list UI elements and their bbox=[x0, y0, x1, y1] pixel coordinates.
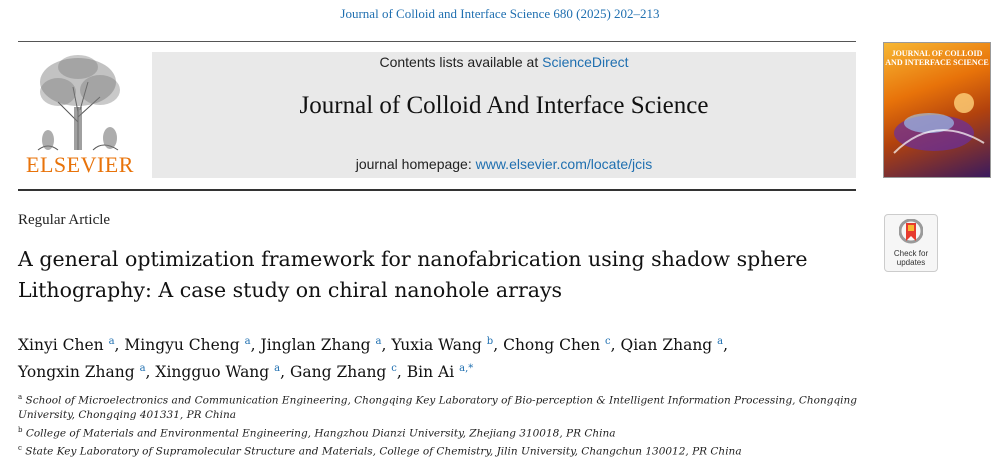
author-affiliation-sup[interactable]: c bbox=[605, 336, 611, 347]
author-separator: , bbox=[280, 363, 286, 382]
elsevier-wordmark: ELSEVIER bbox=[26, 152, 134, 177]
author-list bbox=[18, 330, 878, 384]
title-line-2: Lithography: A case study on chiral nanohole arrays bbox=[18, 278, 563, 302]
author-separator: , bbox=[114, 336, 120, 355]
author[interactable] bbox=[18, 336, 119, 354]
author-affiliation-sup[interactable]: c bbox=[391, 363, 397, 375]
affiliation-label: b bbox=[18, 425, 23, 434]
affiliation-text: School of Microelectronics and Communication Engineering, Chongqing Key Laboratory of Bio-perception & Intelligent Information Processing, Chongqing University, Chongqing 401331, PR China bbox=[18, 394, 858, 421]
crossmark-icon bbox=[899, 219, 923, 247]
author-separator: , bbox=[250, 336, 256, 355]
author-affiliation-sup[interactable]: a bbox=[108, 336, 115, 347]
author-name[interactable]: Mingyu Cheng bbox=[124, 336, 240, 355]
affiliation-label: a bbox=[18, 393, 23, 401]
author[interactable] bbox=[391, 336, 498, 354]
check-for-updates-button[interactable] bbox=[884, 214, 938, 272]
author-separator: , bbox=[723, 336, 729, 355]
author-separator: , bbox=[493, 336, 499, 355]
homepage-link[interactable]: www.elsevier.com/locate/jcis bbox=[475, 156, 653, 172]
author[interactable] bbox=[124, 336, 255, 354]
affiliation-list bbox=[18, 390, 878, 459]
author[interactable] bbox=[621, 336, 729, 354]
author-affiliation-sup[interactable]: a bbox=[717, 336, 724, 347]
sciencedirect-link[interactable]: ScienceDirect bbox=[542, 54, 629, 70]
author-separator: , bbox=[145, 363, 151, 382]
author-affiliation-sup[interactable]: a bbox=[139, 363, 146, 375]
author[interactable] bbox=[407, 363, 474, 381]
cover-artwork bbox=[884, 73, 990, 177]
author[interactable] bbox=[290, 363, 402, 381]
author[interactable] bbox=[503, 336, 616, 354]
journal-cover-image[interactable] bbox=[883, 42, 991, 178]
author-affiliation-sup[interactable]: a bbox=[274, 363, 281, 375]
author[interactable] bbox=[155, 363, 285, 381]
article-type: Regular Article bbox=[18, 212, 111, 228]
author-separator: , bbox=[610, 336, 616, 355]
title-line-1: A general optimization framework for nanofabrication using shadow sphere bbox=[18, 247, 808, 271]
crossmark-label-line2: updates bbox=[896, 258, 926, 267]
author-name[interactable]: Bin Ai bbox=[406, 363, 455, 382]
affiliation-text: College of Materials and Environmental Engineering, Hangzhou Dianzi University, Zhejiang 310018, PR China bbox=[25, 427, 616, 439]
journal-title: Journal of Colloid And Interface Science bbox=[299, 92, 709, 119]
author[interactable] bbox=[261, 336, 387, 354]
crossmark-label bbox=[885, 249, 937, 267]
author-separator: , bbox=[381, 336, 387, 355]
author-name[interactable]: Yuxia Wang bbox=[391, 336, 482, 355]
author-name[interactable]: Qian Zhang bbox=[620, 336, 713, 355]
author-name[interactable]: Chong Chen bbox=[503, 336, 601, 355]
crossmark-label-line1: Check for bbox=[893, 249, 929, 258]
affiliation-label: c bbox=[18, 443, 22, 452]
journal-citation[interactable]: Journal of Colloid and Interface Science 680 (2025) 202–213 bbox=[340, 6, 660, 21]
elsevier-logo[interactable] bbox=[18, 52, 142, 180]
homepage-prefix: journal homepage: bbox=[355, 156, 476, 172]
header-rule-top bbox=[18, 41, 856, 42]
cover-title: JOURNAL OF COLLOID AND INTERFACE SCIENCE bbox=[885, 49, 989, 67]
header-rule-bottom bbox=[18, 189, 856, 191]
author-affiliation-sup[interactable]: b bbox=[486, 336, 494, 347]
homepage-line bbox=[152, 156, 856, 172]
author-name[interactable]: Yongxin Zhang bbox=[18, 363, 135, 382]
affiliation-item bbox=[18, 390, 878, 423]
contents-prefix: Contents lists available at bbox=[379, 54, 543, 70]
article-title bbox=[18, 244, 878, 306]
affiliation-item bbox=[18, 423, 878, 441]
author-name[interactable]: Xingguo Wang bbox=[155, 363, 270, 382]
author-name[interactable]: Xinyi Chen bbox=[18, 336, 104, 355]
author-affiliation-sup[interactable]: a bbox=[244, 336, 251, 347]
elsevier-tree-icon bbox=[18, 52, 142, 152]
affiliation-item bbox=[18, 441, 878, 459]
contents-line bbox=[152, 54, 856, 70]
affiliation-text: State Key Laboratory of Supramolecular Structure and Materials, College of Chemistry, Jilin University, Changchun 130012, PR China bbox=[25, 445, 742, 457]
author-name[interactable]: Gang Zhang bbox=[290, 363, 387, 382]
author-affiliation-sup[interactable]: a bbox=[375, 336, 382, 347]
author-affiliation-sup[interactable]: a,* bbox=[459, 363, 474, 375]
journal-masthead bbox=[152, 52, 856, 178]
author[interactable] bbox=[18, 363, 150, 381]
author-separator: , bbox=[396, 363, 402, 382]
author-name[interactable]: Jinglan Zhang bbox=[260, 336, 371, 355]
